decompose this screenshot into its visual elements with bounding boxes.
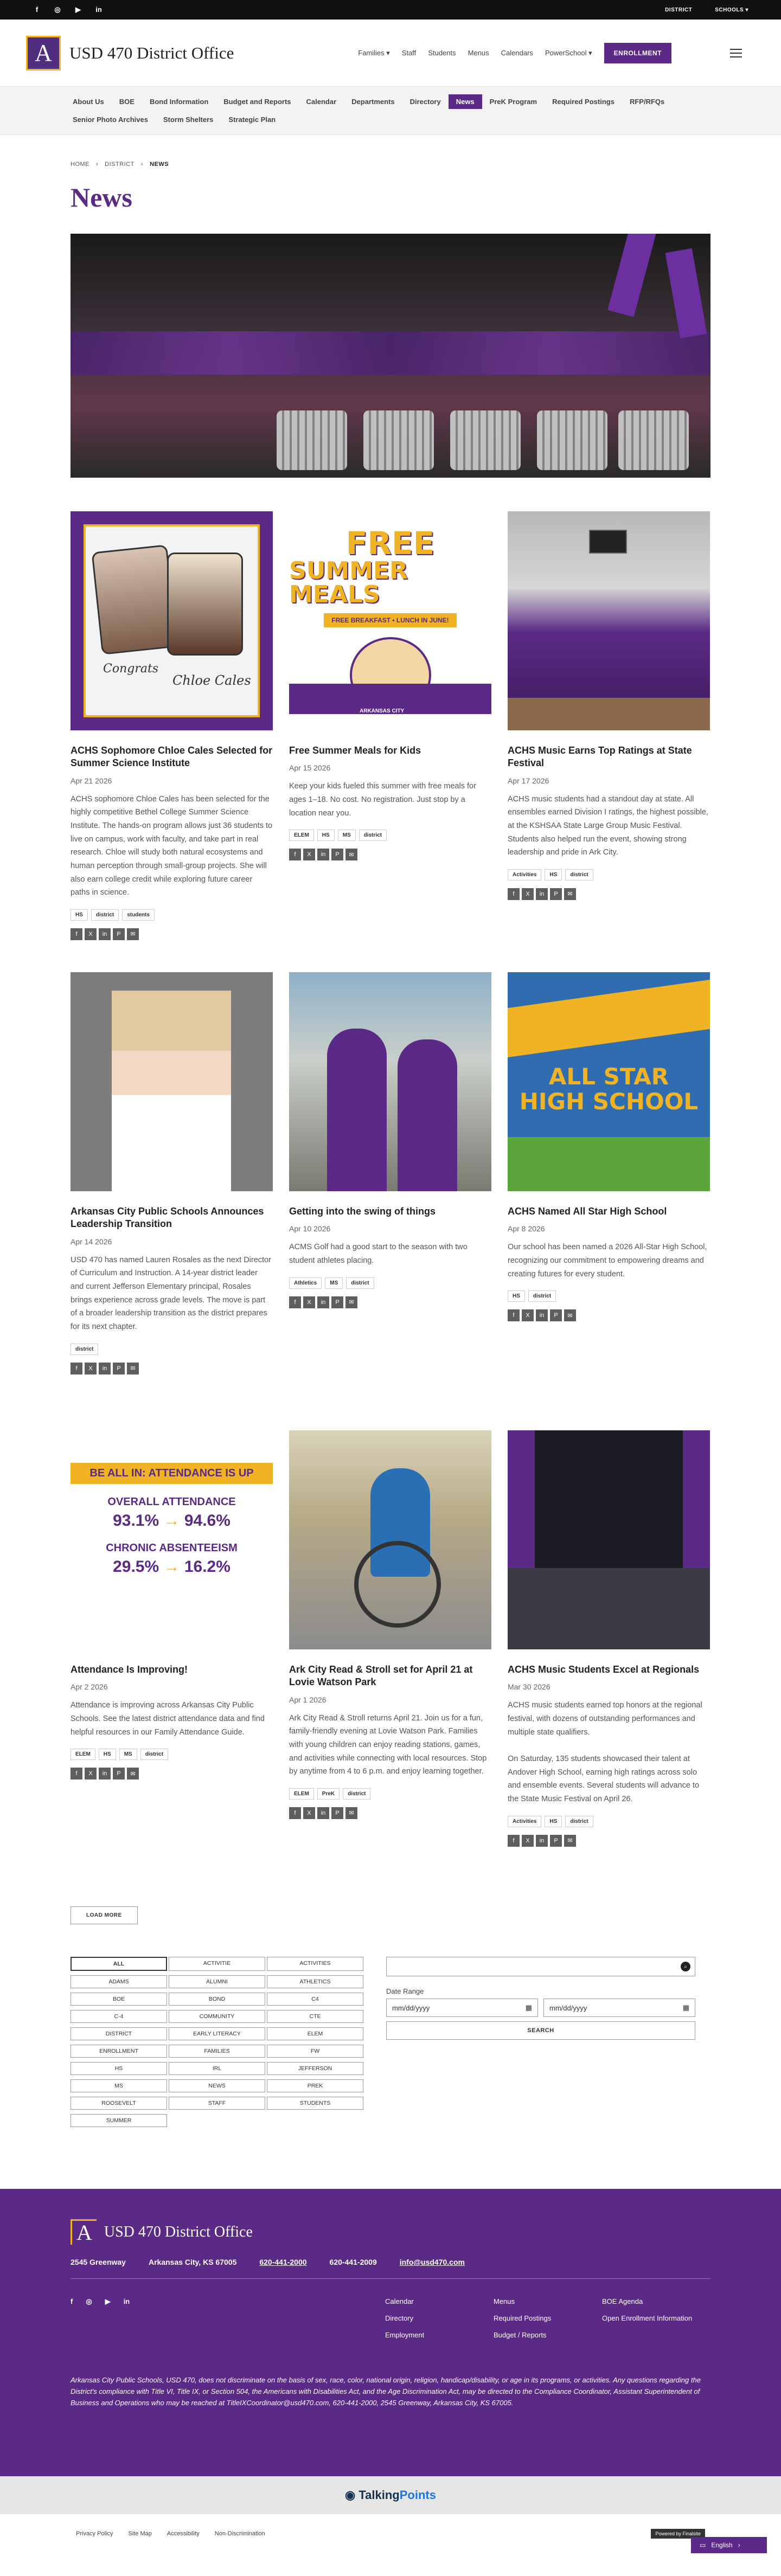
subnav-bond-information[interactable]: Bond Information — [149, 98, 209, 106]
thumb-label: CHRONIC ABSENTEEISM — [106, 1542, 238, 1554]
nav-families[interactable]: Families ▾ — [358, 48, 390, 57]
tag[interactable]: district — [528, 1290, 556, 1302]
footer-link-open-enrollment[interactable]: Open Enrollment Information — [602, 2314, 693, 2322]
footer-address-street: 2545 Greenway — [71, 2258, 126, 2266]
filter-chip[interactable]: ENROLLMENT — [71, 2045, 167, 2058]
utility-links — [665, 7, 748, 13]
facebook-icon[interactable]: f — [508, 1835, 520, 1847]
tag[interactable]: district — [346, 1277, 374, 1289]
subnav-strategic-plan[interactable]: Strategic Plan — [228, 115, 276, 124]
youtube-icon[interactable]: ▶ — [75, 5, 81, 14]
article-title[interactable]: ACHS Sophomore Chloe Cales Selected for Summer Science Institute — [71, 745, 273, 769]
filter-chip[interactable]: C4 — [267, 1993, 363, 2006]
share-buttons — [71, 1363, 273, 1374]
footer-link-required-postings[interactable]: Required Postings — [494, 2314, 552, 2322]
article-image[interactable] — [71, 511, 273, 730]
facebook-icon[interactable]: f — [71, 928, 82, 940]
news-card[interactable] — [289, 511, 491, 972]
article-date: Apr 10 2026 — [289, 1224, 331, 1234]
footer-logo[interactable] — [71, 2219, 710, 2245]
share-buttons — [289, 1296, 491, 1308]
subnav-departments[interactable]: Departments — [351, 98, 395, 106]
tag[interactable]: ELEM — [71, 1749, 95, 1760]
tag[interactable]: ELEM — [289, 1788, 314, 1800]
search-button[interactable]: SEARCH — [386, 2021, 695, 2040]
nav-staff[interactable]: Staff — [401, 49, 417, 57]
article-image[interactable] — [508, 511, 710, 730]
article-title[interactable]: Free Summer Meals for Kids — [289, 745, 421, 756]
share-buttons — [508, 888, 710, 900]
thumb-label: OVERALL ATTENDANCE — [107, 1496, 236, 1508]
article-tags — [508, 1290, 710, 1302]
subnav-about-us[interactable]: About Us — [73, 98, 104, 106]
site-header — [0, 20, 781, 87]
article-title[interactable]: Attendance Is Improving! — [71, 1664, 188, 1675]
pinterest-icon[interactable]: P — [113, 928, 125, 940]
x-icon[interactable]: X — [85, 1363, 97, 1374]
news-filters — [71, 1957, 710, 2127]
news-card[interactable] — [71, 972, 273, 1430]
subnav-rfp-rfqs[interactable]: RFP/RFQs — [629, 98, 665, 106]
filter-chip[interactable]: ROOSEVELT — [71, 2097, 167, 2110]
filter-chip[interactable]: HS — [71, 2062, 167, 2075]
load-more-button[interactable]: LOAD MORE — [71, 1906, 138, 1924]
article-date: Apr 14 2026 — [71, 1237, 112, 1246]
footer-logo-mark: A — [71, 2219, 97, 2245]
article-date: Apr 21 2026 — [71, 776, 112, 785]
x-icon[interactable]: X — [522, 1309, 534, 1321]
thumb-heading: BE ALL IN: ATTENDANCE IS UP — [71, 1463, 273, 1484]
subnav-boe[interactable]: BOE — [119, 98, 135, 106]
news-card[interactable] — [508, 511, 710, 972]
talkingpoints-logo: ◉ TalkingPoints — [345, 2488, 436, 2502]
share-buttons — [289, 1807, 491, 1819]
footer-fax: 620-441-2009 — [329, 2258, 377, 2266]
tag[interactable]: district — [91, 909, 119, 921]
filter-chip[interactable]: CTE — [267, 2010, 363, 2023]
end-date-input[interactable]: mm/dd/yyyy ▦ — [543, 1999, 695, 2017]
news-card[interactable] — [508, 972, 710, 1430]
article-date: Mar 30 2026 — [508, 1682, 550, 1692]
facebook-icon[interactable]: f — [71, 1363, 82, 1374]
article-excerpt: Our school has been named a 2026 All-Star High School, recognizing our commitment to empowering dreams and creating futures for every student. — [508, 1243, 707, 1279]
filter-chip[interactable]: ACTIVITIE — [169, 1957, 265, 1971]
news-card[interactable] — [289, 1430, 491, 1891]
email-icon[interactable]: ✉ — [345, 849, 357, 860]
article-image[interactable] — [289, 972, 491, 1191]
page-title: News — [71, 182, 132, 213]
filter-chip[interactable]: BOND — [169, 1993, 265, 2006]
article-image[interactable] — [71, 1430, 273, 1649]
pinterest-icon[interactable]: P — [550, 1309, 562, 1321]
breadcrumb-separator: › — [140, 161, 144, 168]
tag[interactable]: HS — [545, 869, 562, 881]
footer-link-menus[interactable]: Menus — [494, 2297, 515, 2305]
non-discrimination-link[interactable]: Non-Discrimination — [214, 2530, 265, 2537]
filter-chip[interactable]: IRL — [169, 2062, 265, 2075]
filter-chip[interactable]: ALL — [71, 1957, 167, 1971]
instagram-icon[interactable]: ◎ — [54, 5, 61, 14]
filter-chip[interactable]: ADAMS — [71, 1975, 167, 1988]
article-image[interactable] — [508, 1430, 710, 1649]
breadcrumb-home[interactable]: HOME — [71, 161, 89, 168]
x-icon[interactable]: X — [303, 1807, 315, 1819]
breadcrumb — [71, 161, 710, 168]
tag[interactable]: district — [71, 1344, 98, 1355]
filter-chip[interactable]: ALUMNI — [169, 1975, 265, 1988]
article-tags — [71, 1749, 273, 1760]
linkedin-icon[interactable]: in — [123, 2297, 130, 2305]
district-logo[interactable]: A — [26, 36, 61, 70]
keyword-search-input[interactable] — [386, 1957, 695, 1976]
linkedin-icon[interactable]: in — [99, 1768, 111, 1780]
article-title[interactable]: ACHS Named All Star High School — [508, 1206, 667, 1217]
legal-links — [76, 2530, 265, 2537]
share-buttons — [289, 849, 491, 860]
tag[interactable]: HS — [545, 1816, 562, 1827]
pinterest-icon[interactable]: P — [113, 1768, 125, 1780]
linkedin-icon[interactable]: in — [536, 888, 548, 900]
x-icon[interactable]: X — [85, 1768, 97, 1780]
thumb-value: 93.1% → 94.6% — [113, 1512, 231, 1530]
filter-chip[interactable]: NEWS — [169, 2079, 265, 2092]
calendar-icon: ▦ — [525, 2003, 532, 2012]
tag[interactable]: district — [140, 1749, 168, 1760]
article-title[interactable]: ACHS Music Students Excel at Regionals — [508, 1664, 700, 1675]
date-range — [386, 1999, 695, 2017]
subnav-news[interactable]: News — [449, 94, 482, 109]
share-buttons — [71, 928, 273, 940]
article-title[interactable]: Getting into the swing of things — [289, 1206, 436, 1217]
filter-chip[interactable]: FAMILIES — [169, 2045, 265, 2058]
article-date: Apr 8 2026 — [508, 1224, 545, 1234]
news-grid — [71, 511, 710, 1891]
tag[interactable]: HS — [99, 1749, 116, 1760]
article-image[interactable] — [508, 972, 710, 1191]
youtube-icon[interactable]: ▶ — [105, 2297, 111, 2305]
filter-chip[interactable]: BOE — [71, 1993, 167, 2006]
footer-link-employment[interactable]: Employment — [385, 2331, 425, 2339]
tag[interactable]: HS — [317, 830, 335, 841]
main-content — [0, 161, 781, 2127]
filter-chip[interactable]: ELEM — [267, 2027, 363, 2040]
thumb-footer: ARKANSAS CITY PUBLIC SCHOOLS — [289, 684, 491, 714]
article-date: Apr 2 2026 — [71, 1682, 108, 1692]
footer-contact — [71, 2258, 710, 2266]
tag[interactable]: HS — [71, 909, 88, 921]
facebook-icon[interactable]: f — [289, 1807, 301, 1819]
email-icon[interactable]: ✉ — [564, 888, 576, 900]
footer-social — [71, 2297, 385, 2339]
thumb-heading: ALL STAR — [548, 1063, 669, 1090]
subnav-storm-shelters[interactable]: Storm Shelters — [163, 115, 214, 124]
filter-chip[interactable]: STAFF — [169, 2097, 265, 2110]
nav-menus[interactable]: Menus — [468, 49, 489, 57]
article-tags — [289, 1277, 491, 1289]
subnav-directory[interactable]: Directory — [409, 98, 441, 106]
linkedin-icon[interactable]: in — [99, 928, 111, 940]
article-tags — [508, 1816, 710, 1827]
filter-chip[interactable]: ATHLETICS — [267, 1975, 363, 1988]
x-icon[interactable]: X — [303, 849, 315, 860]
talkingpoints-banner[interactable] — [0, 2476, 781, 2514]
facebook-icon[interactable]: f — [508, 1309, 520, 1321]
breadcrumb-current: NEWS — [150, 161, 169, 168]
article-excerpt: ACHS music students had a standout day at state. All ensembles earned Division I ratings, the highest possible, at the KSHSAA State Large Group Music Festival. Students also helped run the event, showing strong leadership and pride in Ark City. — [508, 794, 708, 857]
article-title[interactable]: Ark City Read & Stroll set for April 21 at Lovie Watson Park — [289, 1664, 473, 1688]
tag[interactable]: district — [565, 1816, 593, 1827]
news-card[interactable] — [71, 1430, 273, 1891]
footer-site-name: USD 470 District Office — [104, 2223, 253, 2240]
footer-phone-link[interactable]: 620-441-2000 — [259, 2258, 307, 2266]
share-buttons — [71, 1768, 273, 1780]
tag[interactable]: MS — [325, 1277, 343, 1289]
email-icon[interactable]: ✉ — [564, 1309, 576, 1321]
footer-link-boe-agenda[interactable]: BOE Agenda — [602, 2297, 643, 2305]
facebook-icon[interactable]: f — [289, 849, 301, 860]
tag[interactable]: district — [565, 869, 593, 881]
tag[interactable]: district — [359, 830, 387, 841]
thumb-value: 29.5% → 16.2% — [113, 1558, 231, 1576]
powered-by-badge[interactable]: Powered by Finalsite — [651, 2529, 705, 2539]
subnav-budget-and-reports[interactable]: Budget and Reports — [223, 98, 291, 106]
x-icon[interactable]: X — [303, 1296, 315, 1308]
linkedin-icon[interactable]: in — [536, 1309, 548, 1321]
news-card[interactable] — [508, 1430, 710, 1891]
enrollment-button[interactable]: ENROLLMENT — [604, 43, 671, 63]
thumb-caption: Congrats — [103, 662, 159, 676]
footer-links — [385, 2297, 710, 2339]
article-excerpt: Attendance is improving across Arkansas City Public Schools. See the latest district attendance data and find helpful resources in our Family Attendance Guide. — [71, 1701, 265, 1737]
breadcrumb-separator: › — [96, 161, 99, 168]
nav-calendars[interactable]: Calendars — [501, 49, 533, 57]
email-icon[interactable]: ✉ — [127, 1363, 139, 1374]
x-icon[interactable]: X — [522, 1835, 534, 1847]
nondiscrimination-statement: Arkansas City Public Schools, USD 470, does not discriminate on the basis of sex, race, color, national origin, religion, handicap/disability, or age in its programs, or activities. Any questions regarding the District's compliance with Title VI, Title IX, or Section 504, the Americans with Disabilities Act, and the Age Discrimination Act, may be directed to the Compliance Coordinator, Assistant Superintendent of Business and Operations who may be reached at TitleIXCoordinator@usd470.com, 620-441-2000, 2545 Greenway, Arkansas City, KS 67005. — [71, 2376, 701, 2407]
linkedin-icon[interactable]: in — [99, 1363, 111, 1374]
pinterest-icon[interactable]: P — [550, 888, 562, 900]
social-links — [33, 5, 103, 14]
filter-chip[interactable]: EARLY LITERACY — [169, 2027, 265, 2040]
tag[interactable]: ELEM — [289, 830, 314, 841]
linkedin-icon[interactable]: in — [536, 1835, 548, 1847]
tag[interactable]: PreK — [317, 1788, 340, 1800]
pinterest-icon[interactable]: P — [113, 1363, 125, 1374]
linkedin-icon[interactable]: in — [95, 5, 102, 14]
footer-address-city: Arkansas City, KS 67005 — [148, 2258, 237, 2266]
search-panel — [386, 1957, 695, 2127]
filter-chip[interactable]: JEFFERSON — [267, 2062, 363, 2075]
pinterest-icon[interactable]: P — [550, 1835, 562, 1847]
filter-chip[interactable]: MS — [71, 2079, 167, 2092]
tag[interactable]: Activities — [508, 869, 541, 881]
facebook-icon[interactable]: f — [35, 5, 39, 14]
article-image[interactable] — [71, 972, 273, 1191]
thumb-heading: SUMMER MEALS — [289, 557, 408, 608]
tag-filter-grid — [71, 1957, 363, 2127]
facebook-icon[interactable]: f — [71, 1768, 82, 1780]
date-range-label: Date Range — [386, 1987, 424, 1995]
linkedin-icon[interactable]: in — [317, 1807, 329, 1819]
article-title[interactable]: Arkansas City Public Schools Announces Leadership Transition — [71, 1206, 264, 1230]
email-icon[interactable]: ✉ — [564, 1835, 576, 1847]
calendar-icon: ▦ — [682, 2003, 689, 2012]
article-tags — [508, 869, 710, 881]
thumb-heading: HIGH SCHOOL — [519, 1088, 699, 1115]
tag[interactable]: HS — [508, 1290, 525, 1302]
section-nav — [0, 87, 781, 135]
bottom-bar — [0, 2514, 781, 2553]
email-icon[interactable]: ✉ — [127, 1768, 139, 1780]
filter-chip[interactable]: STUDENTS — [267, 2097, 363, 2110]
site-map-link[interactable]: Site Map — [128, 2530, 152, 2537]
article-title[interactable]: ACHS Music Earns Top Ratings at State Festival — [508, 745, 692, 769]
breadcrumb-district[interactable]: DISTRICT — [105, 161, 135, 168]
language-selector[interactable] — [691, 2537, 767, 2553]
subnav-calendar[interactable]: Calendar — [306, 98, 337, 106]
email-icon[interactable]: ✉ — [345, 1296, 357, 1308]
tag[interactable]: MS — [338, 830, 356, 841]
filter-chip[interactable]: ACTIVITIES — [267, 1957, 363, 1971]
filter-chip[interactable]: SUMMER — [71, 2114, 167, 2127]
article-date: Apr 1 2026 — [289, 1695, 327, 1704]
tag[interactable]: district — [343, 1788, 370, 1800]
pinterest-icon[interactable]: P — [331, 1807, 343, 1819]
article-tags — [71, 1344, 273, 1355]
thumb-heading: FREE — [345, 525, 435, 562]
pinterest-icon[interactable]: P — [331, 849, 343, 860]
facebook-icon[interactable]: f — [289, 1296, 301, 1308]
article-tags — [289, 1788, 491, 1800]
article-excerpt: USD 470 has named Lauren Rosales as the next Director of Curriculum and Instruction. A 14-year district leader and current Jefferson Elementary principal, Rosales brings experience across grade levels. The move is part of a broader leadership transition as the district prepares for its next chapter. — [71, 1255, 271, 1331]
site-footer — [0, 2189, 781, 2476]
article-excerpt: ACHS music students earned top honors at the regional festival, with dozens of outstanding performances and multiple state qualifiers. On Saturday, 135 students showcased their talent at Andover High School, earning high ratings across solo and ensemble events. Several students will advance to the State Music Festival on April 26. — [508, 1701, 702, 1803]
article-image[interactable] — [289, 1430, 491, 1649]
main-nav — [358, 43, 671, 63]
article-excerpt: Keep your kids fueled this summer with free meals for ages 1–18. No cost. No registration. Just stop by a location near you. — [289, 782, 476, 818]
privacy-policy-link[interactable]: Privacy Policy — [76, 2530, 113, 2537]
subnav-required-postings[interactable]: Required Postings — [552, 98, 614, 106]
x-icon[interactable]: X — [522, 888, 534, 900]
linkedin-icon[interactable]: in — [317, 1296, 329, 1308]
start-date-input[interactable]: mm/dd/yyyy ▦ — [386, 1999, 538, 2017]
subnav-prek-program[interactable]: PreK Program — [489, 98, 537, 106]
thumb-ribbon: FREE BREAKFAST • LUNCH IN JUNE! — [324, 613, 456, 627]
article-date: Apr 17 2026 — [508, 776, 549, 785]
footer-link-calendar[interactable]: Calendar — [385, 2297, 414, 2305]
share-buttons — [508, 1835, 710, 1847]
schools-dropdown[interactable]: SCHOOLS ▾ — [715, 7, 748, 13]
article-tags — [71, 909, 273, 921]
thumb-caption: Chloe Cales — [172, 673, 251, 688]
linkedin-icon[interactable]: in — [317, 849, 329, 860]
chevron-right-icon: › — [738, 2541, 740, 2549]
pinterest-icon[interactable]: P — [331, 1296, 343, 1308]
facebook-icon[interactable]: f — [71, 2297, 73, 2305]
email-icon[interactable]: ✉ — [127, 928, 139, 940]
email-icon[interactable]: ✉ — [345, 1807, 357, 1819]
filter-chip[interactable]: PREK — [267, 2079, 363, 2092]
tag[interactable]: MS — [119, 1749, 137, 1760]
tag[interactable]: students — [122, 909, 155, 921]
tag[interactable]: Athletics — [289, 1277, 322, 1289]
district-link[interactable]: DISTRICT — [665, 7, 693, 13]
article-excerpt: ACMS Golf had a good start to the season with two student athletes placing. — [289, 1243, 468, 1265]
footer-link-directory[interactable]: Directory — [385, 2314, 414, 2322]
subnav-senior-photo-archives[interactable]: Senior Photo Archives — [73, 115, 148, 124]
site-name[interactable]: USD 470 District Office — [69, 43, 234, 62]
x-icon[interactable]: X — [85, 928, 97, 940]
language-label: English — [711, 2541, 733, 2549]
news-card[interactable] — [71, 511, 273, 972]
filter-chip[interactable]: C-4 — [71, 2010, 167, 2023]
article-excerpt: Ark City Read & Stroll returns April 21. Join us for a fun, family-friendly evening at Lovie Watson Park. Families with young children can enjoy reading stations, games, and activities while connecting with local resources. Stop by anytime from 4 to 6 p.m. and enjoy learning together. — [289, 1713, 487, 1776]
share-buttons — [508, 1309, 710, 1321]
filter-chip[interactable]: COMMUNITY — [169, 2010, 265, 2023]
nav-powerschool[interactable]: PowerSchool ▾ — [545, 48, 592, 57]
footer-email-link[interactable]: info@usd470.com — [399, 2258, 465, 2266]
footer-mid — [71, 2297, 710, 2339]
nav-students[interactable]: Students — [428, 49, 456, 57]
flag-icon: ▭ — [700, 2541, 706, 2549]
filter-chip[interactable]: DISTRICT — [71, 2027, 167, 2040]
filter-chip[interactable]: FW — [267, 2045, 363, 2058]
menu-icon[interactable] — [730, 49, 742, 57]
hero-image — [71, 234, 710, 478]
utility-bar — [0, 0, 781, 20]
footer-divider — [71, 2278, 710, 2279]
article-date: Apr 15 2026 — [289, 763, 331, 773]
accessibility-link[interactable]: Accessibility — [167, 2530, 200, 2537]
news-card[interactable] — [289, 972, 491, 1430]
footer-link-budget-reports[interactable]: Budget / Reports — [494, 2331, 547, 2339]
instagram-icon[interactable]: ◎ — [86, 2297, 92, 2305]
search-icon[interactable]: ⌕ — [681, 1962, 690, 1971]
article-tags — [289, 830, 491, 841]
article-excerpt: ACHS sophomore Chloe Cales has been selected for the highly competitive Bethel College Summer Science Institute. The hands-on program allows just 36 students to live on campus, work with faculty, and take part in real research. Chloe will study both natural ecosystems and human perception through small-group projects. She will also earn college credit while exploring future career paths in science. — [71, 794, 273, 897]
tag[interactable]: Activities — [508, 1816, 541, 1827]
article-image[interactable] — [289, 511, 491, 730]
facebook-icon[interactable]: f — [508, 888, 520, 900]
